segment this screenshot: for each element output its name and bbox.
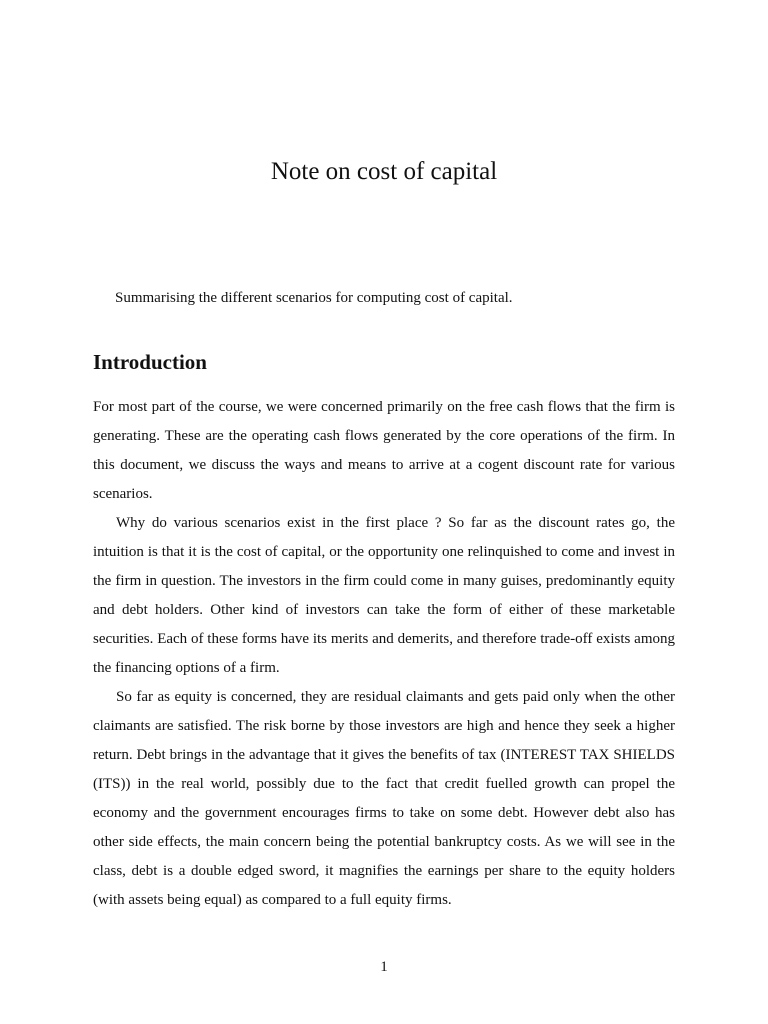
paragraph: Why do various scenarios exist in the first place ? So far as the discount rates go, the intuition is that it is the cost of capital, or the opportunity one relinquished to come and invest in the firm in question. The investors in the firm could come in many guises, predominantly equity and debt holders. Other kind of investors can take the form of either of these marketable securities. Each of these forms have its merits and demerits, and therefore trade-off exists among the financing options of a firm. (93, 515, 675, 676)
section-heading-introduction: Introduction (93, 350, 207, 374)
paragraph: For most part of the course, we were concerned primarily on the free cash flows that the firm is generating. These are the operating cash flows generated by the core operations of the firm. In this document, we discuss the ways and means to arrive at a cogent discount rate for various scenarios. (93, 399, 675, 502)
page-number: 1 (380, 959, 388, 975)
abstract-text: Summarising the different scenarios for computing cost of capital. (115, 290, 513, 306)
document-title: Note on cost of capital (270, 158, 498, 185)
paragraph: So far as equity is concerned, they are residual claimants and gets paid only when the other claimants are satisfied. The risk borne by those investors are high and hence they seek a higher return. Debt brings in the advantage that it gives the benefits of tax (INTEREST TAX SHIELDS (ITS)) in the real world, possibly due to the fact that credit fuelled growth can propel the economy and the government encourages firms to take on some debt. However debt also has other side effects, the main concern being the potential bankruptcy costs. As we will see in the class, debt is a double edged sword, it magnifies the earnings per share to the equity holders (with assets being equal) as compared to a full equity firms. (93, 689, 675, 908)
section-body-introduction (93, 393, 675, 915)
